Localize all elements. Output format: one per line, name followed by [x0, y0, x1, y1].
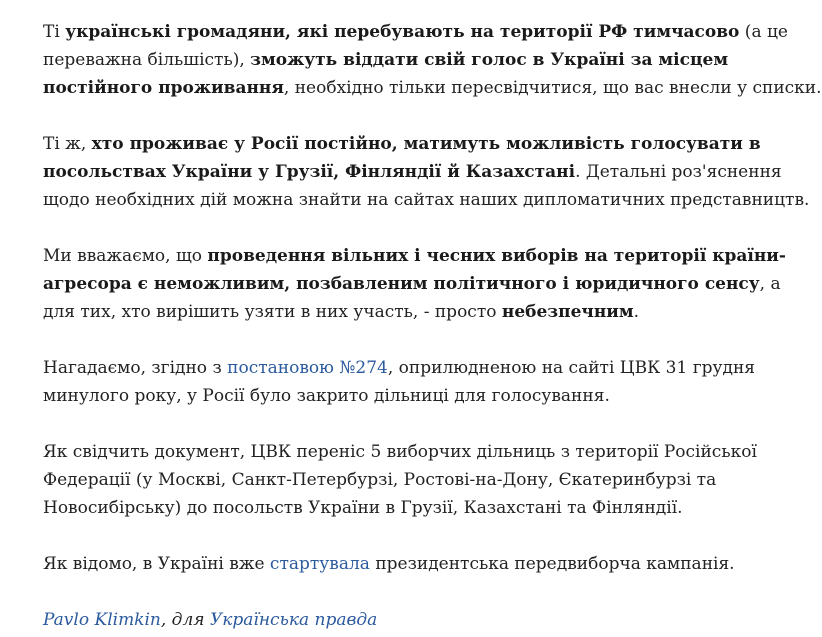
paragraph-line: [43, 46, 743, 74]
text-run: . Детальні роз'яснення: [575, 162, 782, 182]
bold-text: агресора є неможливим, позбавленим політичного і юридичного сенсу: [43, 274, 760, 294]
paragraph-line: [43, 466, 743, 494]
text-run: Як відомо, в Україні вже: [43, 554, 270, 574]
paragraph-line: [43, 354, 756, 382]
campaign-link[interactable]: стартувала: [269, 554, 370, 574]
text-run: Нагадаємо, згідно з: [43, 358, 228, 378]
paragraph-4: [43, 354, 756, 410]
text-run: .: [633, 302, 640, 322]
signature: [43, 606, 743, 634]
text-run: переважна більшість),: [43, 50, 251, 70]
paragraph-line: [43, 438, 757, 466]
resolution-link[interactable]: постановою №274: [227, 358, 388, 378]
paragraph-line: [43, 298, 743, 326]
paragraph-line: [43, 158, 782, 186]
text-run: Ті ж,: [43, 134, 92, 154]
text-run: , необхідно тільки пересвідчитися, що вас внесли у списки.: [283, 78, 822, 98]
text-run: для тих, хто вирішить узяти в них участь, - просто: [43, 302, 502, 322]
bold-text: небезпечним: [501, 302, 634, 322]
publication-link[interactable]: Українська правда: [209, 610, 378, 630]
paragraph-line: [43, 242, 786, 270]
text-run: , а: [759, 274, 781, 294]
text-run: Ми вважаємо, що: [43, 246, 208, 266]
text-run: щодо необхідних дій можна знайти на сайтах наших дипломатичних представництв.: [43, 190, 810, 210]
paragraph-line: [43, 382, 743, 410]
paragraph-line: [43, 494, 743, 522]
signature-separator: , для: [160, 610, 210, 630]
bold-text: проведення вільних і чесних виборів на території країни-: [207, 246, 786, 266]
text-run: (а це: [739, 22, 788, 42]
bold-text: українські громадяни, які перебувають на території РФ тимчасово: [65, 22, 740, 42]
paragraph-1: [43, 18, 822, 102]
author-link[interactable]: Pavlo Klimkin: [43, 610, 161, 630]
text-run: Федерації (у Москві, Санкт-Петербурзі, Ростові-на-Дону, Єкатеринбурзі та: [43, 470, 717, 490]
paragraph-3: [43, 242, 786, 326]
bold-text: зможуть віддати свій голос в Україні за місцем: [250, 50, 729, 70]
text-run: минулого року, у Росії було закрито дільниці для голосування.: [43, 386, 610, 406]
paragraph-line: [43, 74, 822, 102]
text-run: Як свідчить документ, ЦВК переніс 5 виборчих дільниць з території Російської: [43, 442, 757, 462]
paragraph-line: [43, 270, 781, 298]
text-run: , оприлюдненою на сайті ЦВК 31 грудня: [387, 358, 756, 378]
paragraph-line: [43, 130, 761, 158]
text-run: Новосибірську) до посольств України в Грузії, Казахстані та Фінляндії.: [43, 498, 683, 518]
paragraph-line: [43, 550, 743, 578]
paragraph-line: [43, 18, 788, 46]
bold-text: посольствах України у Грузії, Фінляндії й Казахстані: [43, 162, 576, 182]
paragraph-2: [43, 130, 810, 214]
paragraph-line: [43, 186, 810, 214]
text-run: президентська передвиборча кампанія.: [369, 554, 735, 574]
bold-text: хто проживає у Росії постійно, матимуть можливість голосувати в: [91, 134, 761, 154]
text-run: Ті: [43, 22, 66, 42]
paragraph-6: [43, 550, 743, 578]
bold-text: постійного проживання: [43, 78, 284, 98]
paragraph-5: [43, 438, 757, 522]
signature-line: [43, 606, 743, 634]
